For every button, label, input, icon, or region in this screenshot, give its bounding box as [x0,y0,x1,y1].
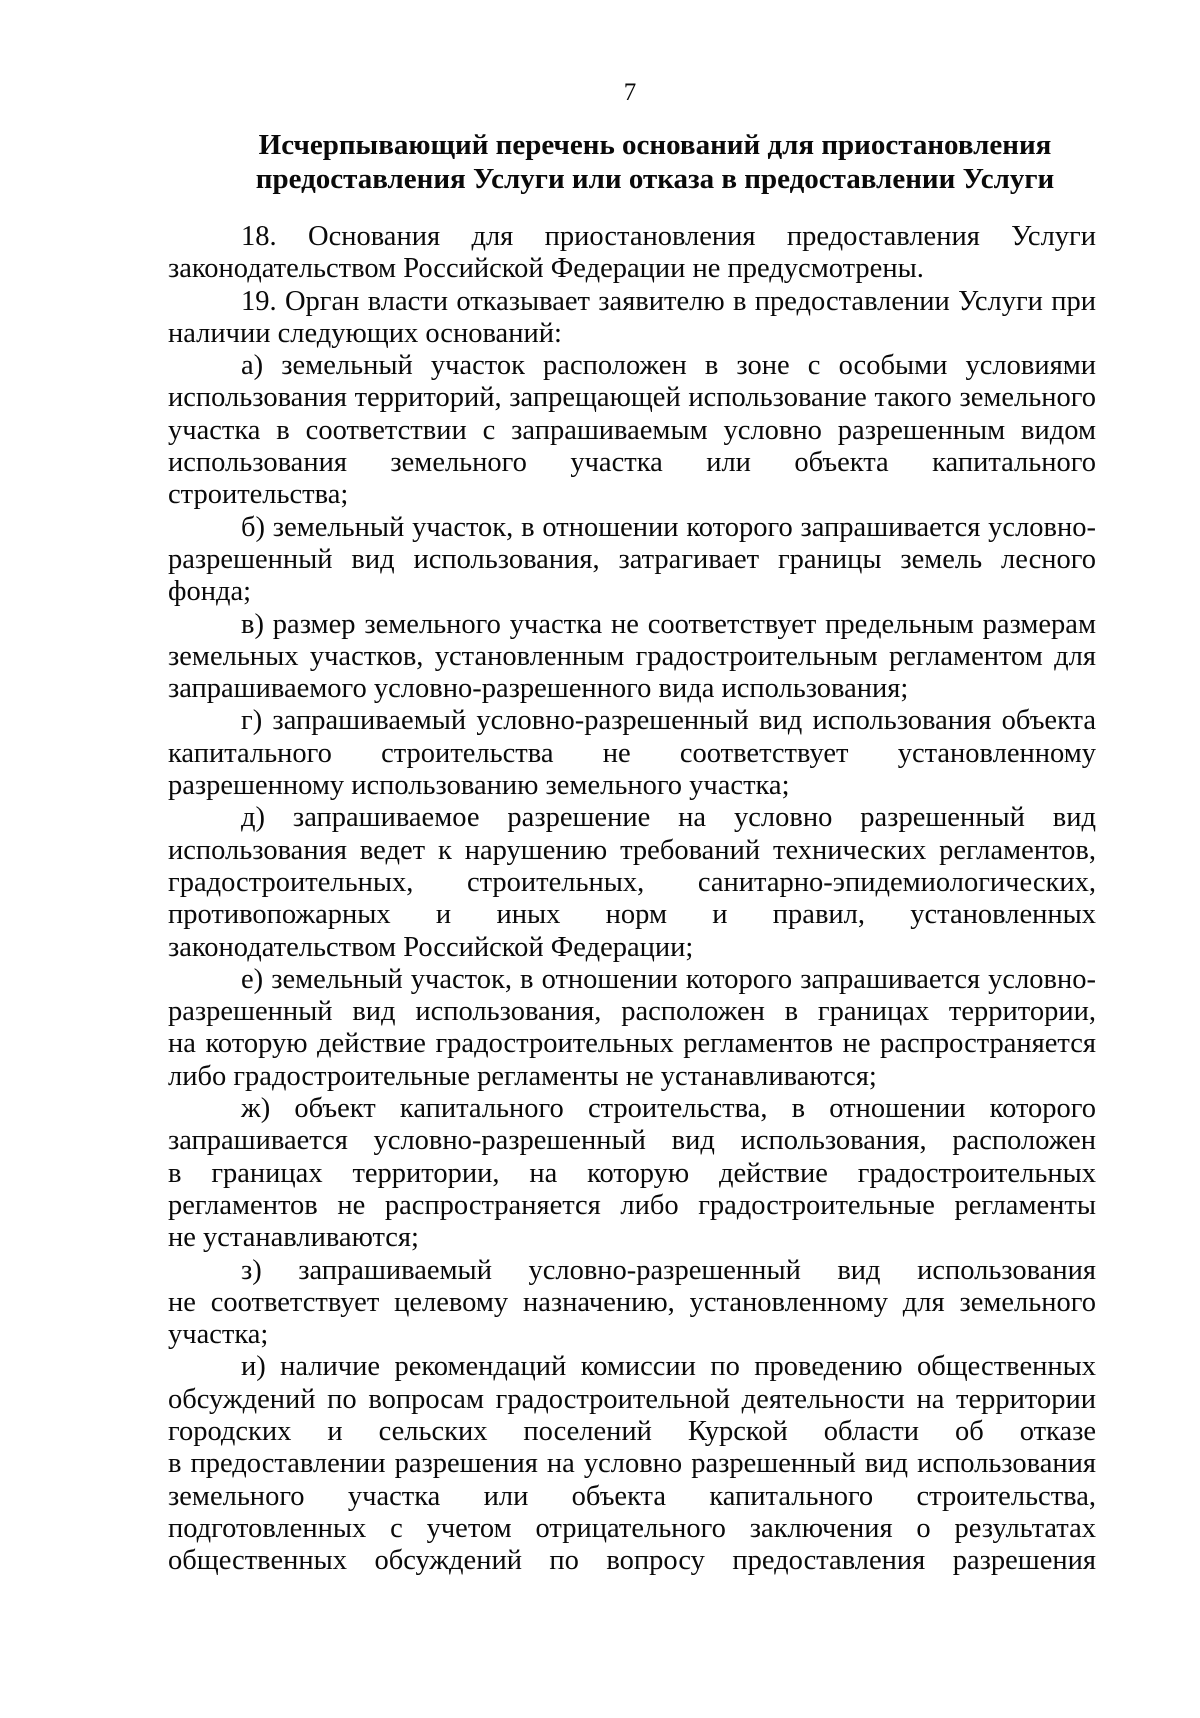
paragraph-line: строительства; [168,479,349,511]
body-text [168,221,1096,1577]
paragraph-line: ж) объект капитального строительства, в отношении которого [241,1093,1096,1125]
paragraph-line: не устанавливаются; [168,1222,419,1254]
paragraph-line: 18. Основания для приостановления предоставления Услуги [241,221,1096,252]
section-title [215,128,1095,196]
paragraph-line: в) размер земельного участка не соответствует предельным размерам [241,608,1096,640]
section-title-line-1: Исчерпывающий перечень оснований для приостановления [258,129,1052,161]
paragraph [168,609,1096,706]
section-title-line-2: предоставления Услуги или отказа в предоставлении Услуги [255,163,1055,195]
paragraph-line: запрашиваемого условно-разрешенного вида использования; [168,673,909,705]
paragraph-line: фонда; [168,576,252,608]
paragraph [168,1093,1096,1254]
paragraph-line: подготовленных с учетом отрицательного заключения о результатах [168,1512,1096,1544]
paragraph [168,350,1096,511]
paragraph-line: разрешенному использованию земельного участка; [168,770,790,802]
paragraph [168,512,1096,609]
paragraph-line: на которую действие градостроительных регламентов не распространяется [168,1028,1096,1060]
paragraph-line: 19. Орган власти отказывает заявителю в предоставлении Услуги при [241,285,1096,317]
paragraph-line: и) наличие рекомендаций комиссии по проведению общественных [241,1351,1096,1383]
paragraph [168,1351,1096,1577]
paragraph-line: разрешенный вид использования, затрагивает границы земель лесного [168,543,1096,575]
paragraph-line: разрешенный вид использования, расположен в границах территории, [168,996,1096,1028]
paragraph-line: капитального строительства не соответствует установленному [168,737,1096,769]
paragraph-line: регламентов не распространяется либо градостроительные регламенты [168,1189,1096,1221]
paragraph-line: з) запрашиваемый условно-разрешенный вид использования [241,1254,1096,1286]
paragraph-line: использования территорий, запрещающей использование такого земельного [168,382,1096,414]
paragraph-line: земельного участка или объекта капитального строительства, [168,1480,1096,1512]
paragraph-line: использования ведет к нарушению требований технических регламентов, [168,834,1096,866]
paragraph-line: либо градостроительные регламенты не устанавливаются; [168,1060,877,1092]
paragraph-line: обсуждений по вопросам градостроительной деятельности на территории [168,1383,1096,1415]
paragraph-line: г) запрашиваемый условно-разрешенный вид использования объекта [241,705,1096,737]
paragraph-line: д) запрашиваемое разрешение на условно разрешенный вид [241,802,1096,834]
page-number: 7 [623,79,637,106]
paragraph-line: земельных участков, установленным градостроительным регламентом для [168,640,1096,672]
paragraph-line: законодательством Российской Федерации; [168,931,694,963]
paragraph [168,221,1096,286]
paragraph-line: запрашивается условно-разрешенный вид использования, расположен [168,1125,1096,1157]
paragraph-line: участка в соответствии с запрашиваемым условно разрешенным видом [168,414,1096,446]
paragraph-line: наличии следующих оснований: [168,317,562,349]
paragraph [168,286,1096,351]
paragraph-line: в границах территории, на которую действие градостроительных [168,1157,1096,1189]
paragraph-line: использования земельного участка или объекта капитального [168,447,1096,479]
paragraph [168,964,1096,1093]
paragraph-line: общественных обсуждений по вопросу предоставления разрешения [168,1545,1096,1577]
paragraph [168,705,1096,802]
paragraph-line: е) земельный участок, в отношении которого запрашивается условно- [241,963,1096,995]
paragraph-line: б) земельный участок, в отношении которого запрашивается условно- [241,511,1096,543]
paragraph-line: противопожарных и иных норм и правил, установленных [168,899,1096,931]
paragraph [168,1255,1096,1352]
paragraph-line: не соответствует целевому назначению, установленному для земельного [168,1286,1096,1318]
paragraph [168,802,1096,963]
paragraph-line: градостроительных, строительных, санитарно-эпидемиологических, [168,866,1096,898]
paragraph-line: законодательством Российской Федерации не предусмотрены. [168,253,924,285]
paragraph-line: участка; [168,1319,269,1351]
paragraph-line: городских и сельских поселений Курской области об отказе [168,1415,1096,1447]
paragraph-line: а) земельный участок расположен в зоне с особыми условиями [241,350,1096,382]
paragraph-line: в предоставлении разрешения на условно разрешенный вид использования [168,1448,1096,1480]
